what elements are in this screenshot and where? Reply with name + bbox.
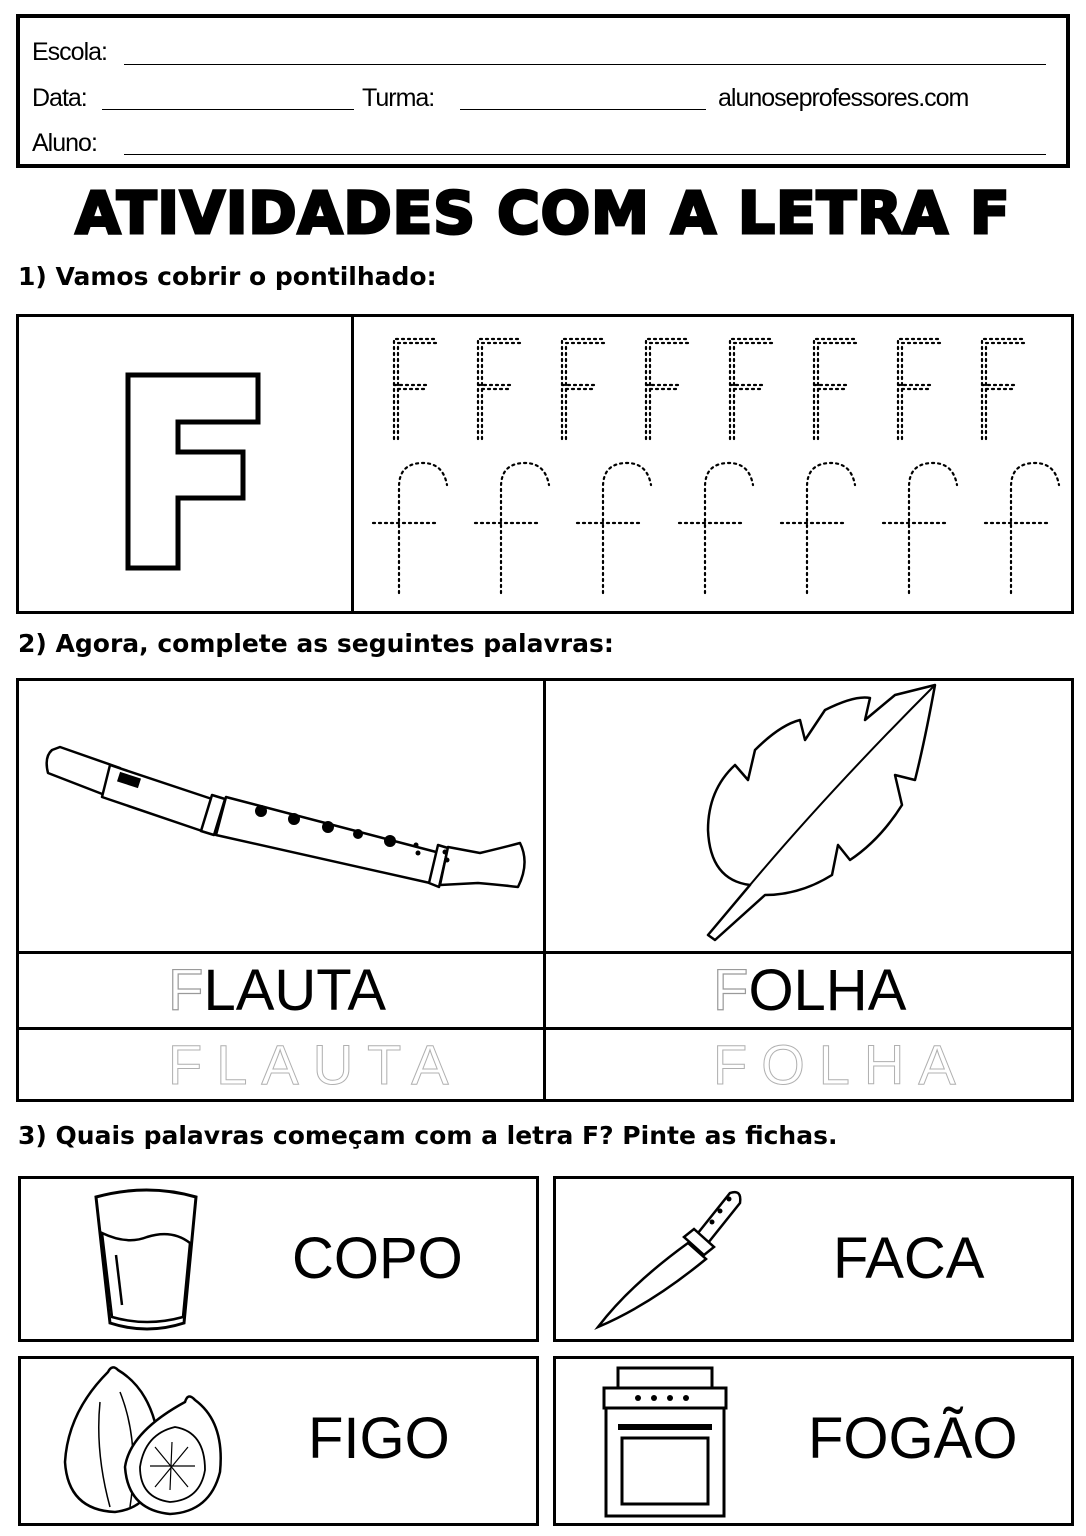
- lowercase-f-trace[interactable]: [781, 463, 855, 593]
- knife-icon: [590, 1185, 750, 1335]
- word-figo: FIGO: [308, 1406, 450, 1471]
- leaf-icon: [690, 680, 950, 950]
- lowercase-f-trace[interactable]: [679, 463, 753, 593]
- word-faca: FACA: [833, 1226, 985, 1291]
- missing-letter[interactable]: F: [168, 958, 204, 1023]
- lowercase-f-trace[interactable]: [577, 463, 651, 593]
- divider: [16, 1027, 1074, 1030]
- dotted-word-flauta[interactable]: FLAUTA: [168, 1033, 463, 1096]
- glass-cup-icon: [92, 1185, 202, 1335]
- recorder-flute-icon: [40, 735, 530, 895]
- uppercase-f-trace[interactable]: [898, 339, 942, 439]
- word-fogao: FOGÃO: [808, 1406, 1018, 1471]
- word-copo: COPO: [292, 1226, 463, 1291]
- data-field[interactable]: [102, 109, 354, 110]
- word-flauta: FLAUTA: [168, 958, 387, 1023]
- turma-field[interactable]: [460, 109, 706, 110]
- lowercase-f-trace[interactable]: [985, 463, 1059, 593]
- aluno-label: Aluno:: [32, 129, 97, 157]
- site-label: alunoseprofessores.com: [718, 84, 969, 112]
- uppercase-f-trace[interactable]: [562, 339, 606, 439]
- uppercase-f-trace[interactable]: [982, 339, 1026, 439]
- uppercase-f-trace[interactable]: [646, 339, 690, 439]
- dotted-word-folha[interactable]: FOLHA: [713, 1033, 970, 1096]
- header-form: [16, 14, 1070, 168]
- divider: [543, 678, 546, 1102]
- divider: [16, 951, 1074, 954]
- escola-label: Escola:: [32, 38, 107, 66]
- letter-trace-area[interactable]: [354, 317, 1071, 611]
- lowercase-f-trace[interactable]: [373, 463, 447, 593]
- question-2-title: 2) Agora, complete as seguintes palavras:: [18, 629, 614, 658]
- question-1-title: 1) Vamos cobrir o pontilhado:: [18, 262, 437, 291]
- data-label: Data:: [32, 84, 87, 112]
- big-f-outline-icon: [100, 360, 280, 580]
- escola-field[interactable]: [124, 64, 1046, 65]
- turma-label: Turma:: [362, 84, 435, 112]
- uppercase-f-trace[interactable]: [394, 339, 438, 439]
- uppercase-f-trace[interactable]: [478, 339, 522, 439]
- aluno-field[interactable]: [124, 154, 1046, 155]
- lowercase-f-trace[interactable]: [475, 463, 549, 593]
- page-title: ATIVIDADES COM A LETRA F: [75, 179, 1011, 247]
- stove-icon: [600, 1364, 730, 1519]
- question-3-title: 3) Quais palavras começam com a letra F? Pinte as fichas.: [18, 1121, 838, 1150]
- word-folha: FOLHA: [713, 958, 907, 1023]
- uppercase-f-trace[interactable]: [730, 339, 774, 439]
- uppercase-f-trace[interactable]: [814, 339, 858, 439]
- missing-letter[interactable]: F: [713, 958, 749, 1023]
- fig-fruit-icon: [60, 1362, 230, 1522]
- lowercase-f-trace[interactable]: [883, 463, 957, 593]
